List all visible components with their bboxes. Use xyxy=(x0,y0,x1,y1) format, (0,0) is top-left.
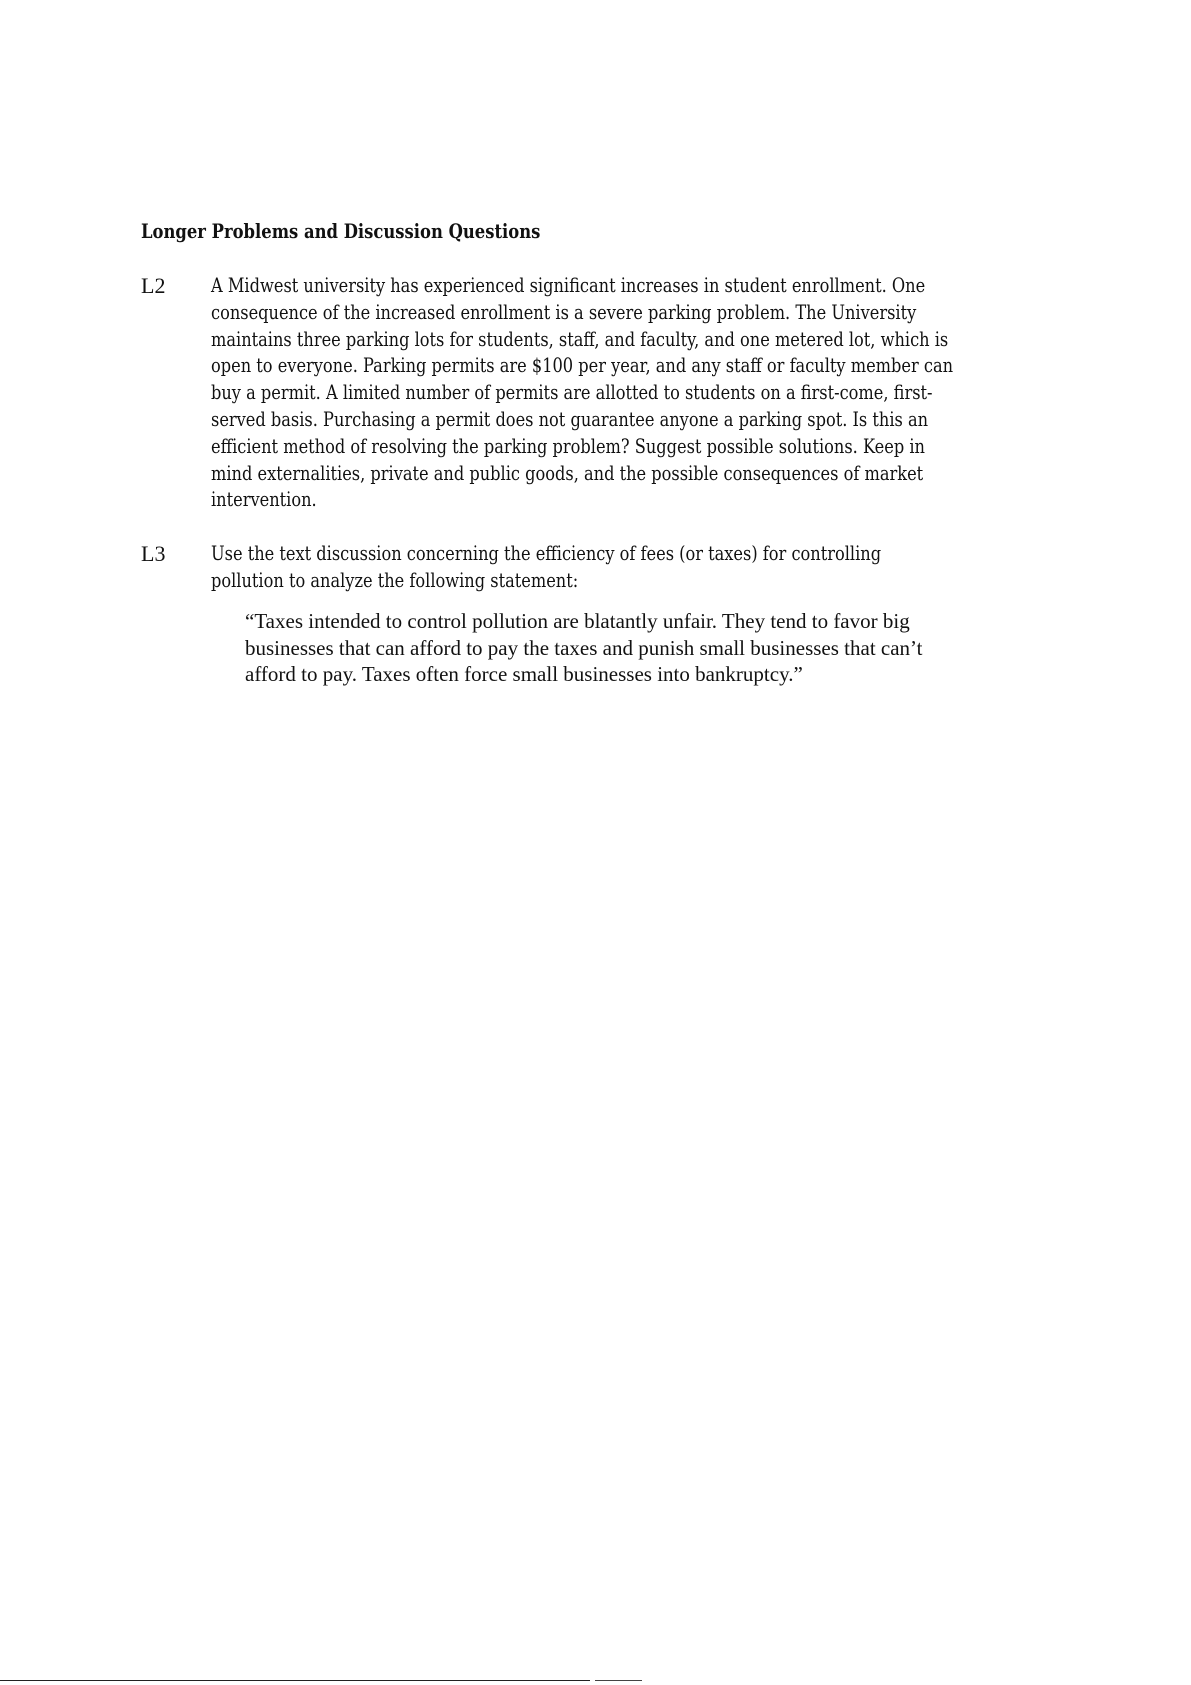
quote-line: businesses that can afford to pay the taxes and punish small businesses that can’t xyxy=(245,635,923,660)
problem-text xyxy=(211,540,1111,594)
quote-line: “Taxes intended to control pollution are blatantly unfair. They tend to favor big xyxy=(245,609,910,633)
text-line: consequence of the increased enrollment is a severe parking problem. The University xyxy=(211,299,917,324)
problem-label: L3 xyxy=(141,541,166,566)
footer-rule xyxy=(0,1680,590,1681)
problem-label: L2 xyxy=(141,273,166,298)
text-line: buy a permit. A limited number of permits are allotted to students on a first-come, first- xyxy=(211,380,933,405)
footer-rule-short xyxy=(595,1680,642,1681)
text-line: open to everyone. Parking permits are $100 per year, and any staff or faculty member can xyxy=(211,353,954,378)
text-line: Use the text discussion concerning the efficiency of fees (or taxes) for controlling xyxy=(211,541,882,565)
text-line: efficient method of resolving the parking problem? Suggest possible solutions. Keep in xyxy=(211,433,925,458)
text-line: maintains three parking lots for students, staff, and faculty, and one metered lot, which is xyxy=(211,326,949,351)
text-line: intervention. xyxy=(211,487,317,512)
text-line: pollution to analyze the following statement: xyxy=(211,567,579,592)
text-line: A Midwest university has experienced significant increases in student enrollment. One xyxy=(211,273,926,297)
text-line: served basis. Purchasing a permit does not guarantee anyone a parking spot. Is this an xyxy=(211,406,929,431)
block-quote xyxy=(245,608,1045,688)
quote-line: afford to pay. Taxes often force small businesses into bankruptcy.” xyxy=(245,662,803,686)
text-line: mind externalities, private and public goods, and the possible consequences of market xyxy=(211,460,924,485)
problem-text xyxy=(211,272,1111,513)
section-heading: Longer Problems and Discussion Questions xyxy=(141,219,541,243)
